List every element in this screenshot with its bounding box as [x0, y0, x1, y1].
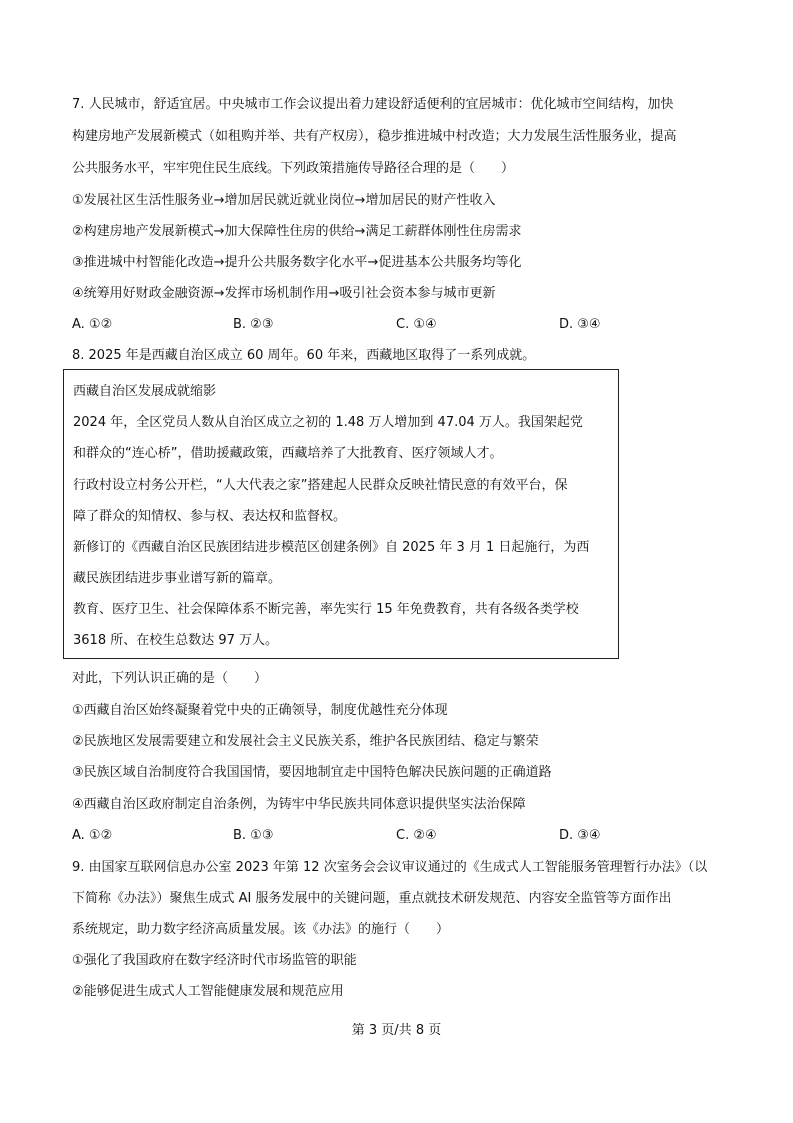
q7-option-a: A. ①②	[72, 317, 113, 332]
q8-box-line-6: 藏民族团结进步事业谱写新的篇章。	[73, 571, 282, 586]
q8-intro: 8. 2025 年是西藏自治区成立 60 周年。60 年来，西藏地区取得了一系列成就。	[72, 348, 536, 363]
q9-stem-line-2: 下简称《办法》）聚焦生成式 AI 服务发展中的关键问题，重点就技术研发规范、内容安全监管等方面作出	[72, 891, 672, 906]
q9-stem-line-1: 9. 由国家互联网信息办公室 2023 年第 12 次室务会会议审议通过的《生成式人工智能服务管理暂行办法》（以	[72, 860, 708, 875]
q8-options	[72, 827, 712, 845]
q8-material-box	[63, 369, 619, 659]
q8-option-c: C. ②④	[396, 828, 437, 843]
q7-item-1: ①发展社区生活性服务业→增加居民就近就业岗位→增加居民的财产性收入	[72, 193, 496, 208]
q8-question: 对此，下列认识正确的是（ ）	[72, 671, 268, 686]
q8-box-line-7: 教育、医疗卫生、社会保障体系不断完善，率先实行 15 年免费教育，共有各级各类学校	[73, 602, 579, 617]
q8-option-d: D. ③④	[559, 828, 601, 843]
q8-option-b: B. ①③	[233, 828, 274, 843]
q8-item-2: ②民族地区发展需要建立和发展社会主义民族关系，维护各民族团结、稳定与繁荣	[72, 734, 539, 749]
q7-stem-line-1: 7. 人民城市，舒适宜居。中央城市工作会议提出着力建设舒适便利的宜居城市：优化城市空间结构，加快	[72, 97, 674, 112]
q7-stem-line-2: 构建房地产发展新模式（如租购并举、共有产权房），稳步推进城中村改造；大力发展生活性服务业，提高	[72, 129, 677, 144]
q7-item-2: ②构建房地产发展新模式→加大保障性住房的供给→满足工薪群体刚性住房需求	[72, 224, 522, 239]
q9-stem-line-3: 系统规定，助力数字经济高质量发展。该《办法》的施行（ ）	[72, 922, 450, 937]
q8-box-line-3: 行政村设立村务公开栏，“人大代表之家”搭建起人民群众反映社情民意的有效平台，保	[73, 478, 568, 493]
q8-box-line-2: 和群众的“连心桥”，借助援藏政策，西藏培养了大批教育、医疗领域人才。	[73, 446, 503, 461]
q7-options	[72, 316, 712, 334]
q7-item-3: ③推进城中村智能化改造→提升公共服务数字化水平→促进基本公共服务均等化	[72, 255, 522, 270]
q7-item-4: ④统筹用好财政金融资源→发挥市场机制作用→吸引社会资本参与城市更新	[72, 286, 496, 301]
q7-option-d: D. ③④	[559, 317, 601, 332]
q7-option-c: C. ①④	[396, 317, 437, 332]
q8-item-3: ③民族区域自治制度符合我国国情，要因地制宜走中国特色解决民族问题的正确道路	[72, 765, 552, 780]
q9-item-2: ②能够促进生成式人工智能健康发展和规范应用	[72, 984, 344, 999]
q8-item-1: ①西藏自治区始终凝聚着党中央的正确领导，制度优越性充分体现	[72, 703, 448, 718]
q7-option-b: B. ②③	[233, 317, 274, 332]
q8-option-a: A. ①②	[72, 828, 113, 843]
q8-box-line-1: 2024 年，全区党员人数从自治区成立之初的 1.48 万人增加到 47.04 万人。我国架起党	[73, 415, 583, 430]
q8-box-title: 西藏自治区发展成就缩影	[73, 384, 217, 399]
q8-box-line-4: 障了群众的知情权、参与权、表达权和监督权。	[73, 509, 347, 524]
q8-box-line-5: 新修订的《西藏自治区民族团结进步模范区创建条例》自 2025 年 3 月 1 日起施行，为西	[73, 540, 590, 555]
q8-item-4: ④西藏自治区政府制定自治条例，为铸牢中华民族共同体意识提供坚实法治保障	[72, 797, 526, 812]
q9-item-1: ①强化了我国政府在数字经济时代市场监管的职能	[72, 953, 357, 968]
page-footer: 第 3 页/共 8 页	[351, 1023, 442, 1038]
q7-stem-line-3: 公共服务水平，牢牢兜住民生底线。下列政策措施传导路径合理的是（ ）	[72, 161, 515, 176]
q8-box-line-8: 3618 所、在校生总数达 97 万人。	[73, 633, 279, 648]
